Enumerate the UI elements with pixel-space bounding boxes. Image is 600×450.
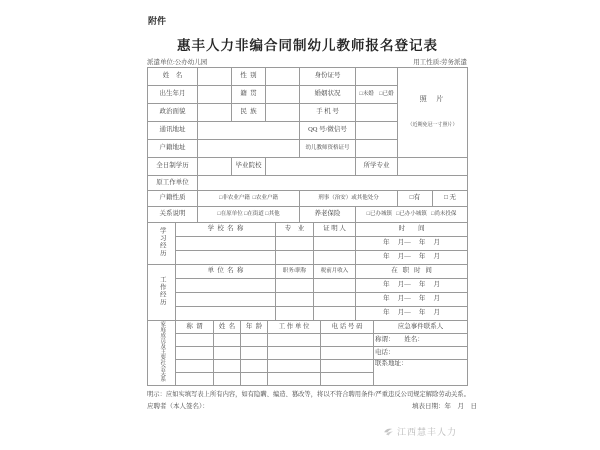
family-age-header: 年 龄: [241, 321, 268, 334]
family-age-value: [241, 347, 268, 360]
former-employer-section: [147, 175, 468, 191]
watermark-text: 江西慧丰人力: [397, 427, 458, 437]
native-place-label: 籍 贯: [232, 86, 266, 104]
study-witness-value: [314, 251, 356, 265]
work-period-value: 年 月— 年 月: [356, 279, 468, 293]
work-unit-value: [176, 307, 276, 321]
photo-box: [398, 68, 468, 158]
family-phone-value: [321, 360, 374, 373]
study-major-value: [276, 237, 314, 251]
family-age-value: [241, 373, 268, 386]
address-label: 通讯地址: [148, 122, 198, 140]
family-age-value: [241, 334, 268, 347]
work-history-section: [147, 264, 468, 321]
pension-checkboxes: □已办城镇 □已办小城镇 □尚未投保: [356, 207, 468, 223]
employment-type-label: 用工性质:劳务派遣: [413, 59, 467, 66]
work-position-value: [276, 307, 314, 321]
id-number-value: [356, 68, 398, 86]
family-age-value: [241, 360, 268, 373]
photo-label: 照 片: [419, 95, 446, 104]
study-school-value: [176, 251, 276, 265]
family-name-value: [214, 373, 241, 386]
address-value: [198, 122, 300, 140]
education-value: [198, 158, 232, 176]
work-position-value: [276, 279, 314, 293]
family-phone-value: [321, 334, 374, 347]
mobile-value: [356, 104, 398, 122]
study-major-header: 专 业: [276, 223, 314, 237]
study-witness-value: [314, 237, 356, 251]
family-workunit-header: 工 作 单 位: [268, 321, 321, 334]
former-employer-label: 原工作单位: [148, 176, 198, 191]
family-workunit-value: [268, 373, 321, 386]
work-unit-value: [176, 293, 276, 307]
work-income-value: [314, 307, 356, 321]
family-name-header: 姓 名: [214, 321, 241, 334]
qq-wechat-value: [356, 122, 398, 140]
study-witness-header: 证 明 人: [314, 223, 356, 237]
politics-value: [198, 104, 232, 122]
school-value: [266, 158, 356, 176]
marital-checkboxes: □未婚 □已婚: [356, 86, 398, 104]
study-history-section: [147, 222, 468, 265]
name-label: 姓 名: [148, 68, 198, 86]
registration-form-table: [147, 68, 467, 386]
relation-label: 关系说明: [148, 207, 198, 223]
study-period-value: 年 月— 年 月: [356, 251, 468, 265]
former-employer-value: [198, 176, 468, 191]
marital-label: 婚姻状况: [300, 86, 356, 104]
family-workunit-value: [268, 334, 321, 347]
family-title-value: [176, 347, 214, 360]
teacher-cert-value: [356, 140, 398, 158]
teacher-cert-label: 幼儿教师资格证号: [300, 140, 356, 158]
family-workunit-value: [268, 347, 321, 360]
school-label: 毕业院校: [232, 158, 266, 176]
family-title-header: 称 谓: [176, 321, 214, 334]
mobile-label: 手 机 号: [300, 104, 356, 122]
work-income-header: 税前月收入: [314, 265, 356, 279]
study-major-value: [276, 251, 314, 265]
emergency-address-line: 联系地址：: [374, 360, 468, 386]
family-name-value: [214, 360, 241, 373]
residence-value: [198, 140, 300, 158]
punishment-yes-checkbox: □有: [398, 191, 433, 207]
work-tenure-header: 在 职 时 间: [356, 265, 468, 279]
photo-note: （近期免冠一寸照片）: [407, 123, 458, 129]
major-value: [398, 158, 468, 176]
fill-date: [412, 401, 477, 410]
work-income-value: [314, 279, 356, 293]
gender-label: 性 别: [232, 68, 266, 86]
work-income-value: [314, 293, 356, 307]
attachment-label: 附件: [148, 16, 167, 26]
dispatch-unit-label: 派遣单位:公办幼儿园: [147, 59, 208, 66]
family-title-value: [176, 360, 214, 373]
form-title: 惠丰人力非编合同制幼儿教师报名登记表: [177, 38, 438, 53]
qq-wechat-label: QQ 号/微信号: [300, 122, 356, 140]
birth-value: [198, 86, 232, 104]
emergency-title-name-line: 称谓： 姓名：: [374, 334, 468, 347]
work-unit-value: [176, 279, 276, 293]
residence-pension-section: [147, 190, 468, 223]
applicant-signature-label: 应聘者（本人签名）：: [147, 403, 209, 410]
family-name-value: [214, 334, 241, 347]
id-number-label: 身份证号: [300, 68, 356, 86]
work-position-header: 职务/职称: [276, 265, 314, 279]
ethnic-value: [266, 104, 300, 122]
pension-label: 养老保险: [300, 207, 356, 223]
study-time-header: 时 间: [356, 223, 468, 237]
name-value: [198, 68, 232, 86]
signature-line: [147, 401, 477, 410]
date-label: 填表日期：: [412, 403, 445, 410]
residence-type-checkboxes: □非农业户籍 □农业户籍: [198, 191, 300, 207]
work-period-value: 年 月— 年 月: [356, 293, 468, 307]
work-position-value: [276, 293, 314, 307]
company-logo-icon: [383, 426, 394, 437]
ethnic-label: 民 族: [232, 104, 266, 122]
company-watermark: [383, 425, 457, 438]
study-period-value: 年 月— 年 月: [356, 237, 468, 251]
family-phone-header: 电 话 号 码: [321, 321, 374, 334]
notice-text: 明示：应如实填写表上所有内容，如有隐瞒、编造、篡改等，将以不符合聘用条件/严重违反公司规定解除劳动关系。: [147, 391, 470, 398]
politics-label: 政治面貌: [148, 104, 198, 122]
emergency-contact-header: 应急事件联系人: [374, 321, 468, 334]
birth-label: 出生年月: [148, 86, 198, 104]
emergency-phone-line: 电话：: [374, 347, 468, 360]
family-title-value: [176, 334, 214, 347]
work-section-label: 工作经历: [148, 265, 176, 321]
form-subheader: [147, 57, 467, 66]
residence-type-label: 户籍性质: [148, 191, 198, 207]
residence-label: 户籍地址: [148, 140, 198, 158]
relation-checkboxes: □在原单位 □在街道 □其他: [198, 207, 300, 223]
work-unit-header: 单 位 名 称: [176, 265, 276, 279]
date-value: 年 月 日: [444, 403, 477, 410]
native-place-value: [266, 86, 300, 104]
gender-value: [266, 68, 300, 86]
basic-info-section: [147, 67, 468, 176]
family-phone-value: [321, 347, 374, 360]
work-period-value: 年 月— 年 月: [356, 307, 468, 321]
family-section-label: 家庭成员及主要社会关系: [148, 321, 176, 386]
study-section-label: 学习经历: [148, 223, 176, 265]
family-name-value: [214, 347, 241, 360]
family-title-value: [176, 373, 214, 386]
major-label: 所学专业: [356, 158, 398, 176]
study-school-header: 学 校 名 称: [176, 223, 276, 237]
punishment-no-checkbox: □ 无: [433, 191, 468, 207]
family-phone-value: [321, 373, 374, 386]
study-school-value: [176, 237, 276, 251]
education-label: 全日制学历: [148, 158, 198, 176]
family-workunit-value: [268, 360, 321, 373]
family-section: [147, 320, 468, 386]
punishment-label: 刑事（治安）或其他处分: [300, 191, 398, 207]
